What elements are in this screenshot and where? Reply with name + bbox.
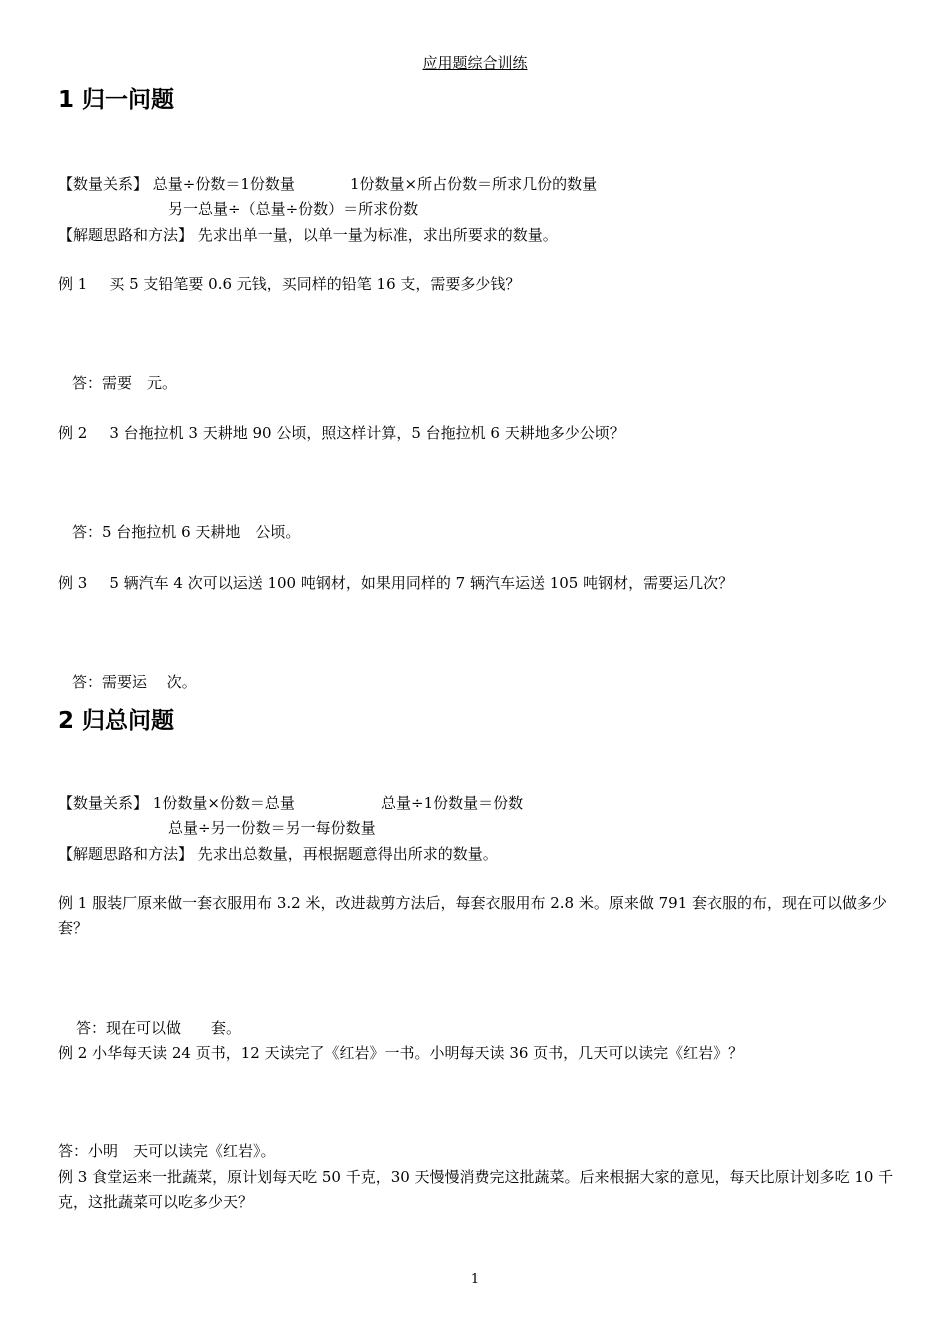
example-text: 3 台拖拉机 3 天耕地 90 公顷，照这样计算，5 台拖拉机 6 天耕地多少公顷？ [109,424,625,442]
example-1-question [58,274,520,294]
example-1-answer: 答：需要 元。 [72,374,178,392]
example-2-question: 例 2 小华每天读 24 页书，12 天读完了《红岩》一书。小明每天读 36 页书，几天可以读完《红岩》？ [58,1044,744,1062]
relation-label: 【数量关系】 [58,175,149,193]
example-label: 例 2 [58,424,88,442]
example-1-question: 例 1 服装厂原来做一套衣服用布 3.2 米，改进裁剪方法后，每套衣服用布 2.8 米。原来做 791 套衣服的布，现在可以做多少套？ [58,894,888,937]
example-3-answer: 答：需要运 次。 [72,673,197,691]
example-text: 5 辆汽车 4 次可以运送 100 吨钢材，如果用同样的 7 辆汽车运送 105 吨钢材，需要运几次？ [109,574,734,592]
section-heading-1: 1 归一问题 [58,87,175,113]
example-2-answer: 答：5 台拖拉机 6 天耕地 公顷。 [72,523,301,541]
method-label: 【解题思路和方法】 [58,845,194,863]
example-2-answer: 答：小明 天可以读完《红岩》。 [58,1142,276,1160]
relation-label: 【数量关系】 [58,794,149,812]
relation-formula-1: 总量÷份数＝1份数量 [152,175,295,193]
example-3-question [58,573,733,593]
method-text: 先求出总数量，再根据题意得出所求的数量。 [197,845,498,863]
relation-line-1 [58,174,295,194]
relation-formula-3: 总量÷另一份数＝另一每份数量 [168,819,376,837]
example-label: 例 1 [58,275,88,293]
relation-formula-2: 1份数量×所占份数＝所求几份的数量 [350,175,598,193]
relation-formula-3: 另一总量÷（总量÷份数）＝所求份数 [168,200,419,218]
example-3-question: 例 3 食堂运来一批蔬菜，原计划每天吃 50 千克，30 天慢慢消费完这批蔬菜。后来根据大家的意见，每天比原计划多吃 10 千克，这批蔬菜可以吃多少天？ [58,1168,894,1211]
example-text: 买 5 支铅笔要 0.6 元钱，买同样的铅笔 16 支，需要多少钱？ [109,275,521,293]
relation-line-1 [58,793,295,813]
relation-formula-2: 总量÷1份数量＝份数 [381,794,524,812]
relation-formula-1: 1份数量×份数＝总量 [152,794,295,812]
example-label: 例 3 [58,574,88,592]
section-heading-2: 2 归总问题 [58,708,175,734]
method-line [58,225,558,245]
document-title: 应用题综合训练 [422,54,528,72]
example-2-question [58,423,625,443]
example-1-answer: 答：现在可以做 套。 [76,1019,242,1037]
method-line [58,844,498,864]
method-text: 先求出单一量，以单一量为标准，求出所要求的数量。 [197,226,558,244]
method-label: 【解题思路和方法】 [58,226,194,244]
page-number: 1 [470,1272,480,1287]
